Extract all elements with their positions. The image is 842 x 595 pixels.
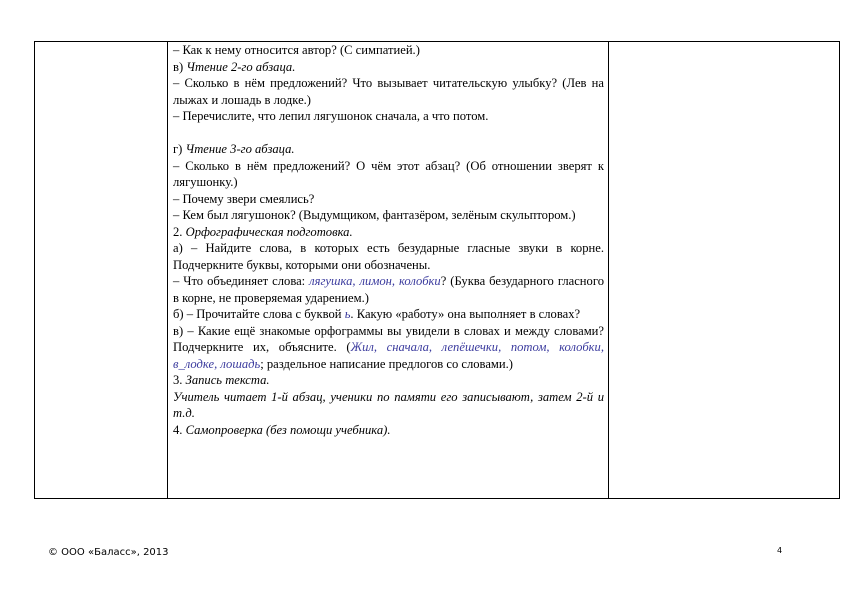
blank-line xyxy=(173,125,604,142)
section-heading: 3. Запись текста. xyxy=(173,373,270,387)
page-number: 4 xyxy=(777,546,783,555)
text-line: в) – Какие ещё знакомые орфограммы вы увидели в словах и между словами? Подчеркните их, объясните. (Жил, сначала, лепёшечки, потом, колобки, в_лодке, лошадь; раздельное написание предлогов со словами.) xyxy=(173,323,604,371)
text-line: б) – Прочитайте слова с буквой ь. Какую «работу» она выполняет в словах? xyxy=(173,307,581,321)
footer-copyright: © ООО «Баласс», 2013 xyxy=(48,547,169,558)
text-line: – Кем был лягушонок? (Выдумщиком, фантазёром, зелёным скульптором.) xyxy=(173,208,576,222)
text-line: г) Чтение 3-го абзаца. xyxy=(173,142,295,156)
text-line: в) Чтение 2-го абзаца. xyxy=(173,59,296,74)
lesson-table xyxy=(34,41,840,499)
section-heading: 4. Самопроверка (без помощи учебника). xyxy=(173,422,391,437)
section-heading: 2. Орфографическая подготовка. xyxy=(173,224,353,239)
text-line: – Почему звери смеялись? xyxy=(173,191,315,206)
text-line: а) – Найдите слова, в которых есть безударные гласные звуки в корне. Подчеркните буквы, которыми они обозначены. xyxy=(173,241,604,272)
table-cell-left xyxy=(35,42,168,498)
text-line: – Сколько в нём предложений? О чём этот абзац? (Об отношении зверят к лягушонку.) xyxy=(173,158,604,189)
text-line: – Что объединяет слова: лягушка, лимон, колобки? (Буква безударного гласного в корне, не проверяемая ударением.) xyxy=(173,274,604,305)
text-line: – Как к нему относится автор? (С симпатией.) xyxy=(173,43,420,57)
text-line: Учитель читает 1-й абзац, ученики по памяти его записывают, затем 2-й и т.д. xyxy=(173,389,604,420)
text-line: – Перечислите, что лепил лягушонок сначала, а что потом. xyxy=(173,109,489,123)
text-line: – Сколько в нём предложений? Что вызывает читательскую улыбку? (Лев на лыжах и лошадь в лодке.) xyxy=(173,76,604,107)
table-cell-content xyxy=(168,42,609,498)
table-cell-right xyxy=(609,42,839,498)
